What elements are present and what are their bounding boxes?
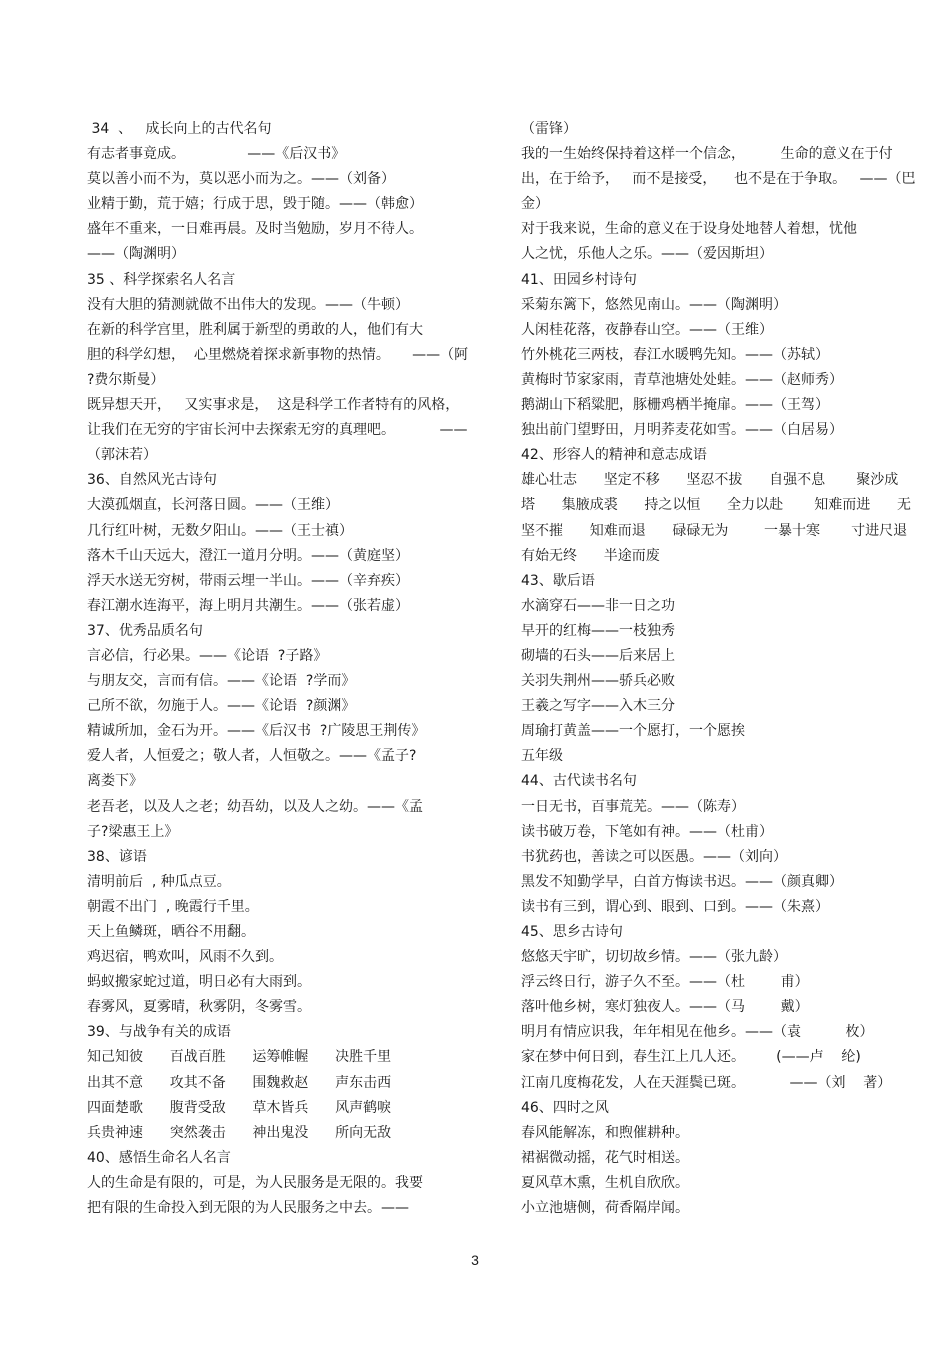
left-column: [87, 117, 487, 1221]
right-text-line: 小立池塘侧，荷香隔岸闻。: [521, 1200, 689, 1217]
right-text-line: 关羽失荆州——骄兵必败: [521, 673, 675, 690]
left-text-line: 天上鱼鳞斑，晒谷不用翻。: [87, 924, 255, 940]
left-text-line: 几行红叶树，无数夕阳山。——（王士禛）: [87, 522, 353, 539]
right-text-line: 浮云终日行，游子久不至。——（杜 甫）: [521, 974, 809, 991]
right-text-line: 五年级: [521, 748, 563, 765]
right-text-line: 春风能解冻，和煦催耕种。: [521, 1124, 689, 1141]
left-text-line: 春江潮水连海平，海上明月共潮生。——（张若虚）: [87, 597, 409, 614]
left-text-line: 38、谚语: [87, 848, 147, 865]
right-text-line: 书犹药也，善读之可以医愚。——（刘向）: [521, 848, 787, 865]
left-text-line: 没有大胆的猜测就做不出伟大的发现。——（牛顿）: [87, 296, 409, 313]
left-text-line: 出其不意 攻其不备 围魏救赵 声东击西: [87, 1074, 392, 1091]
left-text-line: 36、自然风光古诗句: [87, 472, 217, 489]
right-text-line: 塔 集腋成裘 持之以恒 全力以赴 知难而进 无: [521, 497, 911, 514]
left-text-line: 离娄下》: [87, 773, 143, 790]
left-text-line: 知己知彼 百战百胜 运筹帷幄 决胜千里: [87, 1049, 392, 1066]
right-text-line: 坚不摧 知难而退 碌碌无为 一暴十寒 寸进尺退: [521, 522, 908, 539]
right-text-line: 44、古代读书名句: [521, 773, 637, 790]
right-text-line: 一日无书，百事荒芜。——（陈寿）: [521, 798, 745, 815]
left-text-line: 既异想天开， 又实事求是， 这是科学工作者特有的风格，: [87, 397, 460, 414]
left-text-line: 莫以善小而不为，莫以恶小而为之。——（刘备）: [87, 171, 395, 188]
right-text-line: 黄梅时节家家雨，青草池塘处处蛙。——（赵师秀）: [521, 371, 843, 388]
right-text-line: 41、田园乡村诗句: [521, 271, 637, 288]
right-column: [521, 117, 921, 1221]
right-text-line: 竹外桃花三两枝，春江水暖鸭先知。——（苏轼）: [521, 346, 829, 363]
left-text-line: 言必信，行必果。——《论语 ?子路》: [87, 647, 328, 664]
right-text-line: 江南几度梅花发，人在天涯鬓已斑。 ——（刘 著）: [521, 1074, 892, 1091]
left-text-line: 34 、 成长向上的古代名句: [87, 121, 272, 137]
right-text-line: 水滴穿石——非一日之功: [521, 597, 675, 614]
right-text-line: 读书有三到，谓心到、眼到、口到。——（朱熹）: [521, 898, 829, 915]
right-text-line: 人闲桂花落，夜静春山空。——（王维）: [521, 321, 773, 338]
left-text-line: 让我们在无穷的宇宙长河中去探索无穷的真理吧。 ——: [87, 422, 468, 439]
left-text-line: 40、感悟生命名人名言: [87, 1149, 231, 1166]
left-text-line: 有志者事竟成。 ——《后汉书》: [87, 146, 346, 163]
right-text-line: 黑发不知勤学早，白首方悔读书迟。——（颜真卿）: [521, 873, 843, 890]
left-text-line: 春雾风，夏雾晴，秋雾阴，冬雾雪。: [87, 999, 311, 1016]
left-text-line: 把有限的生命投入到无限的为人民服务之中去。——: [87, 1200, 409, 1217]
right-text-line: 对于我来说，生命的意义在于设身处地替人着想，忧他: [521, 221, 857, 238]
right-text-line: 出，在于给予， 而不是接受， 也不是在于争取。 ——（巴: [521, 171, 916, 188]
left-text-line: ——（陶渊明）: [87, 246, 185, 263]
left-text-line: 39、与战争有关的成语: [87, 1024, 231, 1041]
right-text-line: 鹅湖山下稻粱肥，豚栅鸡栖半掩扉。——（王驾）: [521, 397, 829, 414]
page-number: 3: [471, 1252, 479, 1268]
left-text-line: 子?梁惠王上》: [87, 823, 179, 840]
right-text-line: （雷锋）: [521, 121, 577, 137]
left-text-line: 浮天水送无穷树，带雨云埋一半山。——（辛弃疾）: [87, 572, 409, 589]
right-text-line: 明月有情应识我，年年相见在他乡。——（袁 枚）: [521, 1024, 874, 1041]
left-text-line: 人的生命是有限的，可是，为人民服务是无限的。我要: [87, 1174, 423, 1191]
left-text-line: ?费尔斯曼）: [87, 371, 165, 388]
left-text-line: 35 、科学探索名人名言: [87, 271, 236, 288]
left-text-line: 朝霞不出门 , 晚霞行千里。: [87, 898, 259, 915]
left-text-line: 清明前后 , 种瓜点豆。: [87, 873, 231, 890]
right-text-line: 王羲之写字——入木三分: [521, 698, 675, 715]
right-text-line: 落叶他乡树，寒灯独夜人。——（马 戴）: [521, 999, 809, 1016]
right-text-line: 周瑜打黄盖——一个愿打，一个愿挨: [521, 723, 745, 740]
right-text-line: 46、四时之风: [521, 1099, 609, 1116]
right-text-line: 金）: [521, 196, 549, 213]
right-text-line: 45、思乡古诗句: [521, 924, 623, 940]
left-text-line: 四面楚歌 腹背受敌 草木皆兵 风声鹤唳: [87, 1099, 392, 1116]
left-text-line: 鸡迟宿，鸭欢叫，风雨不久到。: [87, 949, 283, 966]
left-text-line: 己所不欲，勿施于人。——《论语 ?颜渊》: [87, 698, 356, 715]
left-text-line: 37、优秀品质名句: [87, 622, 203, 639]
right-text-line: 雄心壮志 坚定不移 坚忍不拔 自强不息 聚沙成: [521, 472, 899, 489]
right-text-line: 砌墙的石头——后来居上: [521, 647, 675, 664]
right-text-line: 早开的红梅——一枝独秀: [521, 622, 675, 639]
left-text-line: 蚂蚁搬家蛇过道，明日必有大雨到。: [87, 974, 311, 991]
left-text-line: 落木千山天远大，澄江一道月分明。——（黄庭坚）: [87, 547, 409, 564]
right-text-line: 人之忧，乐他人之乐。——（爱因斯坦）: [521, 246, 773, 263]
right-text-line: 家在梦中何日到，春生江上几人还。 (——卢 纶): [521, 1049, 861, 1066]
right-text-line: 我的一生始终保持着这样一个信念， 生命的意义在于付: [521, 146, 893, 163]
left-text-line: 与朋友交，言而有信。——《论语 ?学而》: [87, 673, 356, 690]
left-text-line: 老吾老，以及人之老；幼吾幼，以及人之幼。——《孟: [87, 798, 423, 815]
right-text-line: 独出前门望野田，月明荞麦花如雪。——（白居易）: [521, 422, 843, 439]
left-text-line: 胆的科学幻想， 心里燃烧着探求新事物的热情。 ——（阿: [87, 346, 469, 363]
right-text-line: 42、形容人的精神和意志成语: [521, 447, 707, 464]
right-text-line: 读书破万卷，下笔如有神。——（杜甫）: [521, 823, 773, 840]
left-text-line: 在新的科学宫里，胜利属于新型的勇敢的人，他们有大: [87, 321, 423, 338]
right-text-line: 有始无终 半途而废: [521, 547, 660, 564]
right-text-line: 裙裾微动摇，花气时相送。: [521, 1149, 689, 1166]
left-text-line: 大漠孤烟直，长河落日圆。——（王维）: [87, 497, 339, 514]
left-text-line: 精诚所加，金石为开。——《后汉书 ?广陵思王荆传》: [87, 723, 426, 740]
right-text-line: 悠悠天宇旷，切切故乡情。——（张九龄）: [521, 949, 787, 966]
left-text-line: 业精于勤，荒于嬉；行成于思，毁于随。——（韩愈）: [87, 196, 423, 213]
right-text-line: 43、歇后语: [521, 572, 595, 589]
right-text-line: 夏风草木熏，生机自欣欣。: [521, 1174, 689, 1191]
left-text-line: （郭沫若）: [87, 447, 157, 464]
left-text-line: 兵贵神速 突然袭击 神出鬼没 所向无敌: [87, 1124, 392, 1141]
left-text-line: 爱人者，人恒爱之；敬人者，人恒敬之。——《孟子?: [87, 748, 417, 765]
left-text-line: 盛年不重来，一日难再晨。及时当勉励，岁月不待人。: [87, 221, 423, 238]
right-text-line: 采菊东篱下，悠然见南山。——（陶渊明）: [521, 296, 787, 313]
